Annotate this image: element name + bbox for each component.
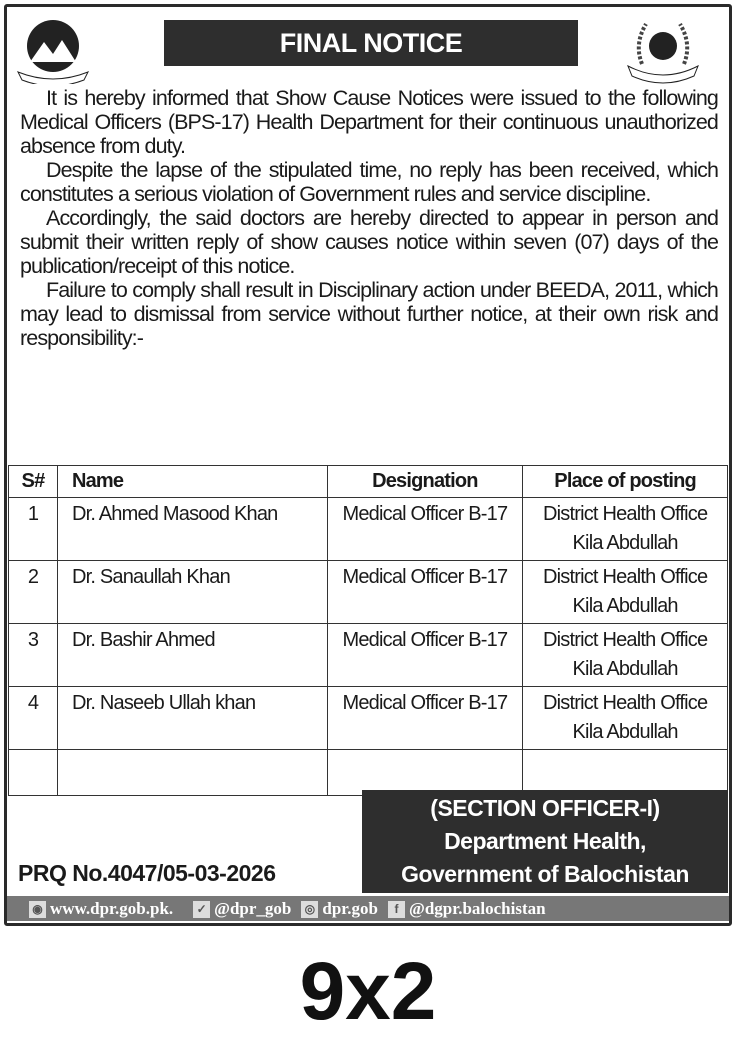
twitter-icon: ✓	[193, 901, 210, 918]
cell-designation: Medical Officer B-17	[327, 561, 523, 624]
paragraph: Despite the lapse of the stipulated time, no reply has been received, which constitutes a serious violation of Government rules and service discipline.	[20, 158, 718, 206]
posting-district: Kila Abdullah	[572, 658, 678, 680]
instagram-handle[interactable]: dpr.gob	[322, 898, 378, 918]
posting-office: District Health Office	[542, 503, 708, 525]
signature-block	[362, 790, 728, 893]
cell-posting	[523, 561, 728, 624]
posting-office: District Health Office	[542, 566, 708, 588]
prq-number: PRQ No.4047/05-03-2026	[18, 860, 276, 886]
table-empty-row	[9, 750, 728, 796]
posting-district: Kila Abdullah	[572, 532, 678, 554]
header-name: Name	[57, 466, 327, 498]
cell-name: Dr. Ahmed Masood Khan	[57, 498, 327, 561]
facebook-handle[interactable]: @dgpr.balochistan	[409, 898, 546, 918]
signature-line: (SECTION OFFICER-I)	[430, 795, 660, 821]
header-sno: S#	[9, 466, 58, 498]
cell-sno: 1	[9, 498, 58, 561]
facebook-icon: f	[388, 901, 405, 918]
table-row	[9, 498, 728, 561]
signature-line: Department Health,	[444, 828, 646, 854]
cell-designation: Medical Officer B-17	[327, 624, 523, 687]
cell-name: Dr. Naseeb Ullah khan	[57, 687, 327, 750]
cell-name: Dr. Sanaullah Khan	[57, 561, 327, 624]
cell-sno: 2	[9, 561, 58, 624]
website-link[interactable]: www.dpr.gob.pk.	[50, 898, 174, 918]
header-posting: Place of posting	[523, 466, 728, 498]
dgpr-emblem-logo	[624, 14, 702, 84]
cell-designation: Medical Officer B-17	[327, 687, 523, 750]
signature-line: Government of Balochistan	[401, 861, 689, 887]
cell-designation: Medical Officer B-17	[327, 498, 523, 561]
cell-posting	[523, 498, 728, 561]
posting-district: Kila Abdullah	[572, 595, 678, 617]
paragraph: Failure to comply shall result in Disciplinary action under BEEDA, 2011, which may lead to dismissal from service without further notice, at their own risk and responsibility:-	[20, 278, 718, 350]
cell-posting	[523, 687, 728, 750]
table-row	[9, 687, 728, 750]
paragraph: Accordingly, the said doctors are hereby directed to appear in person and submit their written reply of show causes notice within seven (07) days of the publication/receipt of this notice.	[20, 206, 718, 278]
paragraph: It is hereby informed that Show Cause Notices were issued to the following Medical Officers (BPS-17) Health Department for their continuous unauthorized absence from duty.	[20, 86, 718, 158]
notice-body	[20, 86, 718, 350]
cell-posting	[523, 624, 728, 687]
balochistan-emblem-logo	[14, 14, 92, 84]
officers-table	[8, 465, 728, 796]
posting-district: Kila Abdullah	[572, 721, 678, 743]
posting-office: District Health Office	[542, 629, 708, 651]
cell-name: Dr. Bashir Ahmed	[57, 624, 327, 687]
header-designation: Designation	[327, 466, 523, 498]
globe-icon: ◉	[29, 901, 46, 918]
twitter-handle[interactable]: @dpr_gob	[214, 898, 292, 918]
posting-office: District Health Office	[542, 692, 708, 714]
table-row	[9, 561, 728, 624]
cell-sno: 4	[9, 687, 58, 750]
table-header-row	[9, 466, 728, 498]
cell-sno: 3	[9, 624, 58, 687]
notice-title: FINAL NOTICE	[164, 20, 578, 66]
instagram-icon: ◎	[301, 901, 318, 918]
table-row	[9, 624, 728, 687]
ad-size-label: 9x2	[299, 946, 437, 1037]
footer-bar	[7, 896, 729, 921]
